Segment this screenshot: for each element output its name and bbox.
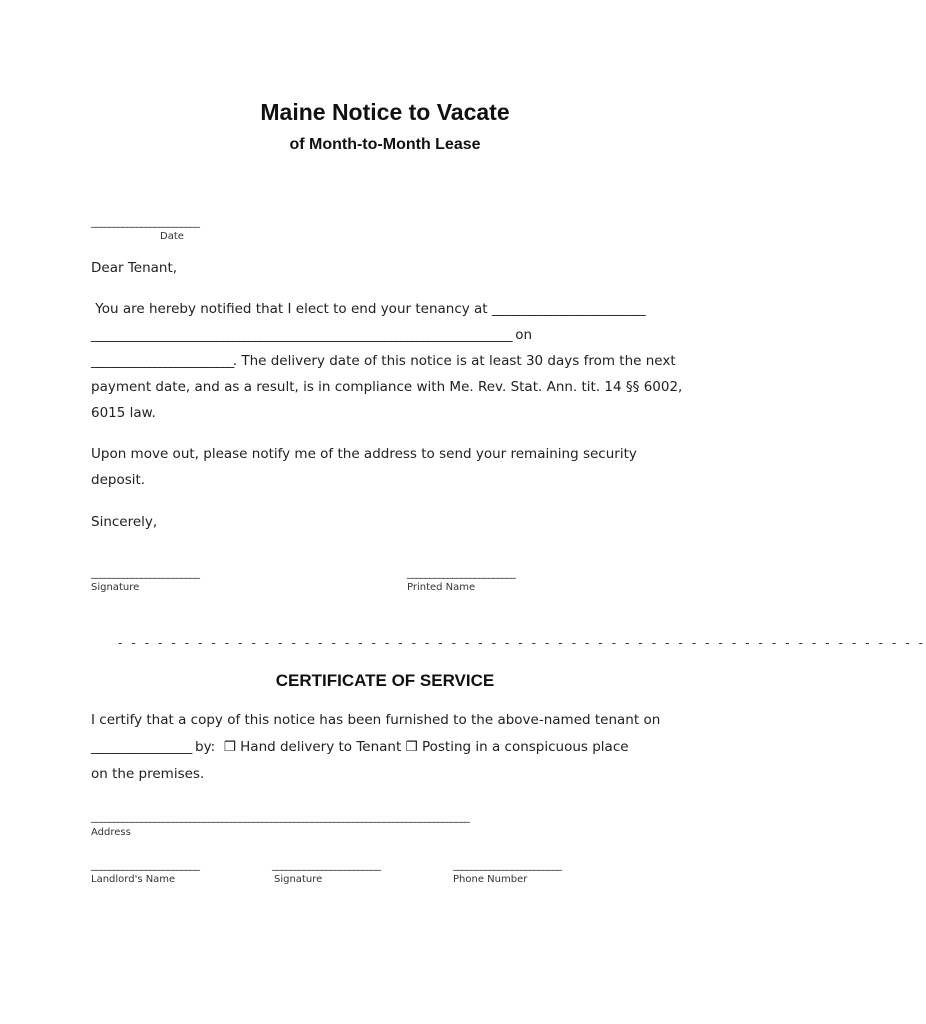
certificate-signature-label: Signature bbox=[274, 874, 323, 885]
certificate-line-1: I certify that a copy of this notice has been furnished to the above-named tenant on bbox=[91, 712, 661, 728]
certificate-title: CERTIFICATE OF SERVICE bbox=[275, 671, 495, 690]
notice-text-1: You are hereby notified that I elect to end your tenancy at bbox=[91, 301, 492, 317]
notice-paragraph-line-5: 6015 law. bbox=[91, 405, 156, 421]
certificate-signature-line: ________________________ bbox=[272, 858, 380, 871]
certificate-line-3: on the premises. bbox=[91, 766, 205, 782]
date-label: Date bbox=[160, 231, 184, 242]
certificate-line-2 bbox=[91, 734, 691, 760]
service-date-blank: ___________________ bbox=[91, 739, 191, 755]
section-separator: - - - - - - - - - - - - - - - - - - - - - - - - - - - - - - - - - - - - - - - - - - - - - - - - - - - - - - - - - - - - - bbox=[118, 636, 926, 650]
salutation: Dear Tenant, bbox=[91, 260, 178, 276]
printed-name-label: Printed Name bbox=[407, 582, 476, 593]
service-method-text: by: ❒ Hand delivery to Tenant ❒ Posting in a conspicuous place bbox=[190, 739, 629, 755]
landlord-name-label: Landlord's Name bbox=[91, 874, 176, 885]
notice-paragraph-line-4: payment date, and as a result, is in compliance with Me. Rev. Stat. Ann. tit. 14 §§ 6002, bbox=[91, 379, 683, 395]
notice-paragraph-line-2 bbox=[91, 322, 691, 348]
address-line: ____________________________________________________________________________________ bbox=[91, 810, 469, 823]
landlord-name-line: ________________________ bbox=[91, 858, 199, 871]
signature-line: ________________________ bbox=[91, 566, 199, 579]
notice-paragraph-line-1 bbox=[91, 296, 691, 322]
date-line: ________________________ bbox=[91, 215, 199, 228]
notice-paragraph-line-3 bbox=[91, 348, 691, 374]
deposit-paragraph-line-2: deposit. bbox=[91, 472, 146, 488]
document-subtitle: of Month-to-Month Lease bbox=[289, 136, 481, 153]
printed-name-line: ________________________ bbox=[407, 566, 515, 579]
move-out-date-blank: ___________________________ bbox=[91, 353, 233, 369]
notice-text-3: . The delivery date of this notice is at least 30 days from the next bbox=[232, 353, 676, 369]
phone-number-label: Phone Number bbox=[453, 874, 528, 885]
address-blank: _____________________________ bbox=[491, 301, 645, 317]
address-blank-continued: ________________________________________________________________________________ bbox=[91, 327, 511, 343]
closing: Sincerely, bbox=[91, 514, 158, 530]
document-title: Maine Notice to Vacate bbox=[260, 99, 510, 125]
address-label: Address bbox=[91, 827, 131, 838]
deposit-paragraph-line-1: Upon move out, please notify me of the address to send your remaining security bbox=[91, 446, 637, 462]
phone-number-line: ________________________ bbox=[453, 858, 561, 871]
notice-text-2: on bbox=[511, 327, 533, 343]
signature-label: Signature bbox=[91, 582, 140, 593]
